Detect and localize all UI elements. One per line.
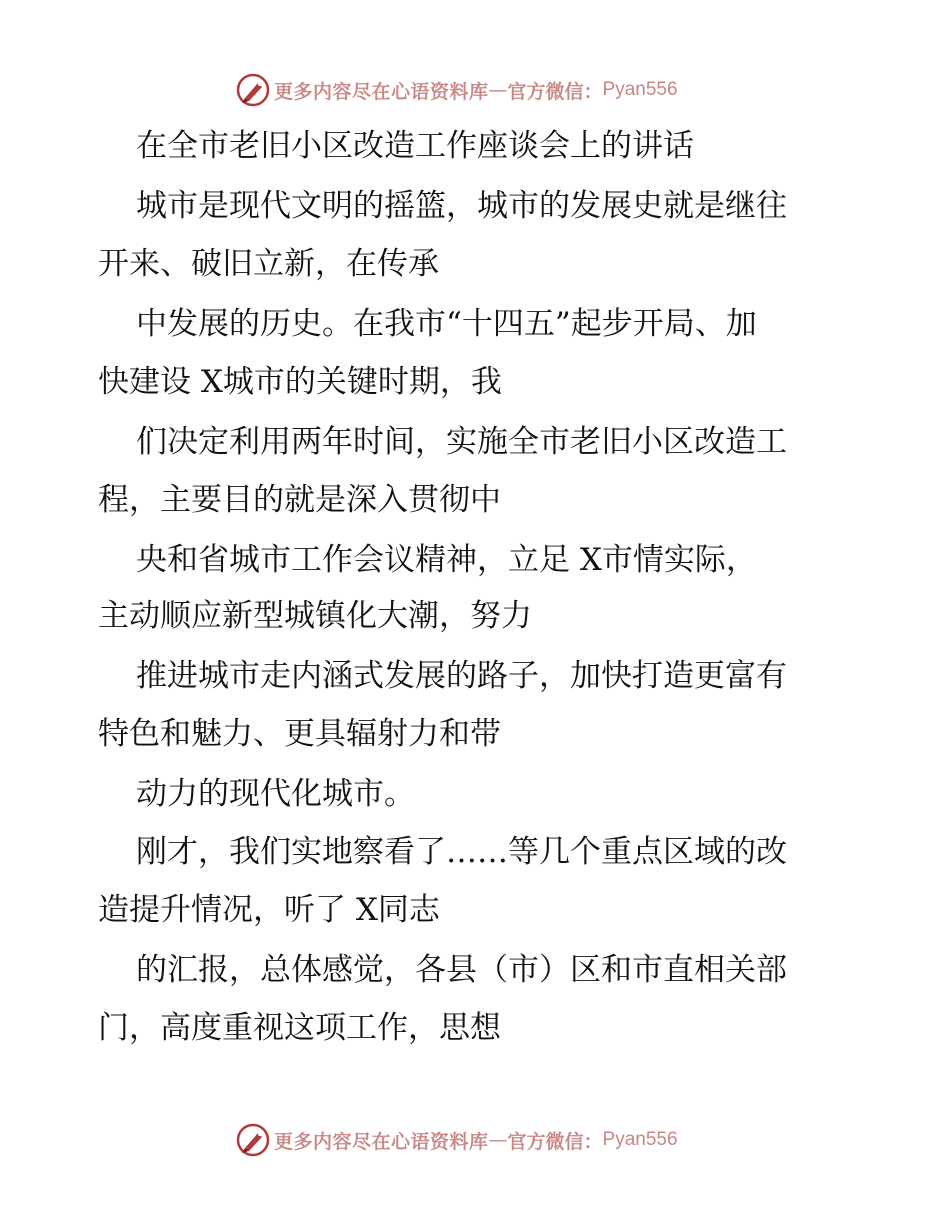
paragraph-line: 央和省城市工作会议精神，立足 X市情实际，: [136, 542, 757, 578]
banner-account-id: Pyan556: [602, 1129, 678, 1150]
paragraph-line: 的汇报，总体感觉，各县（市）区和市直相关部: [136, 952, 787, 988]
paragraph-line: 推进城市走内涵式发展的路子，加快打造更富有: [136, 658, 787, 694]
footer-banner: [236, 1122, 678, 1158]
paragraph-line: 主动顺应新型城镇化大潮，努力: [98, 598, 532, 634]
banner-official-text: 官方微信：: [507, 1130, 603, 1153]
paragraph-line: 造提升情况，听了 X同志: [98, 892, 440, 928]
paragraph-line: 刚才，我们实地察看了……等几个重点区域的改: [136, 834, 787, 870]
paragraph-line: 门，高度重视这项工作，思想: [98, 1010, 501, 1046]
paragraph-line: 快建设 X城市的关键时期，我: [98, 364, 502, 400]
paragraph-line: 城市是现代文明的摇篮，城市的发展史就是继往: [136, 188, 787, 224]
banner-separator: —: [488, 1129, 508, 1151]
paragraph-line: 开来、破旧立新，在传承: [98, 246, 439, 282]
pen-logo-icon: [236, 1123, 270, 1157]
banner-account-id: Pyan556: [602, 79, 678, 100]
paragraph-line: 中发展的历史。在我市“十四五”起步开局、加: [136, 306, 757, 342]
document-title: 在全市老旧小区改造工作座谈会上的讲话: [136, 128, 694, 164]
paragraph-line: 特色和魅力、更具辐射力和带: [98, 716, 501, 752]
banner-site-text: 更多内容尽在心语资料库: [274, 1130, 489, 1153]
header-banner: [236, 72, 678, 108]
paragraph-line: 们决定利用两年时间，实施全市老旧小区改造工: [136, 424, 787, 460]
banner-site-text: 更多内容尽在心语资料库: [274, 80, 489, 103]
banner-separator: —: [488, 79, 508, 101]
banner-official-text: 官方微信：: [507, 80, 603, 103]
paragraph-line: 动力的现代化城市。: [136, 776, 415, 812]
pen-logo-icon: [236, 73, 270, 107]
paragraph-line: 程，主要目的就是深入贯彻中: [98, 482, 501, 518]
